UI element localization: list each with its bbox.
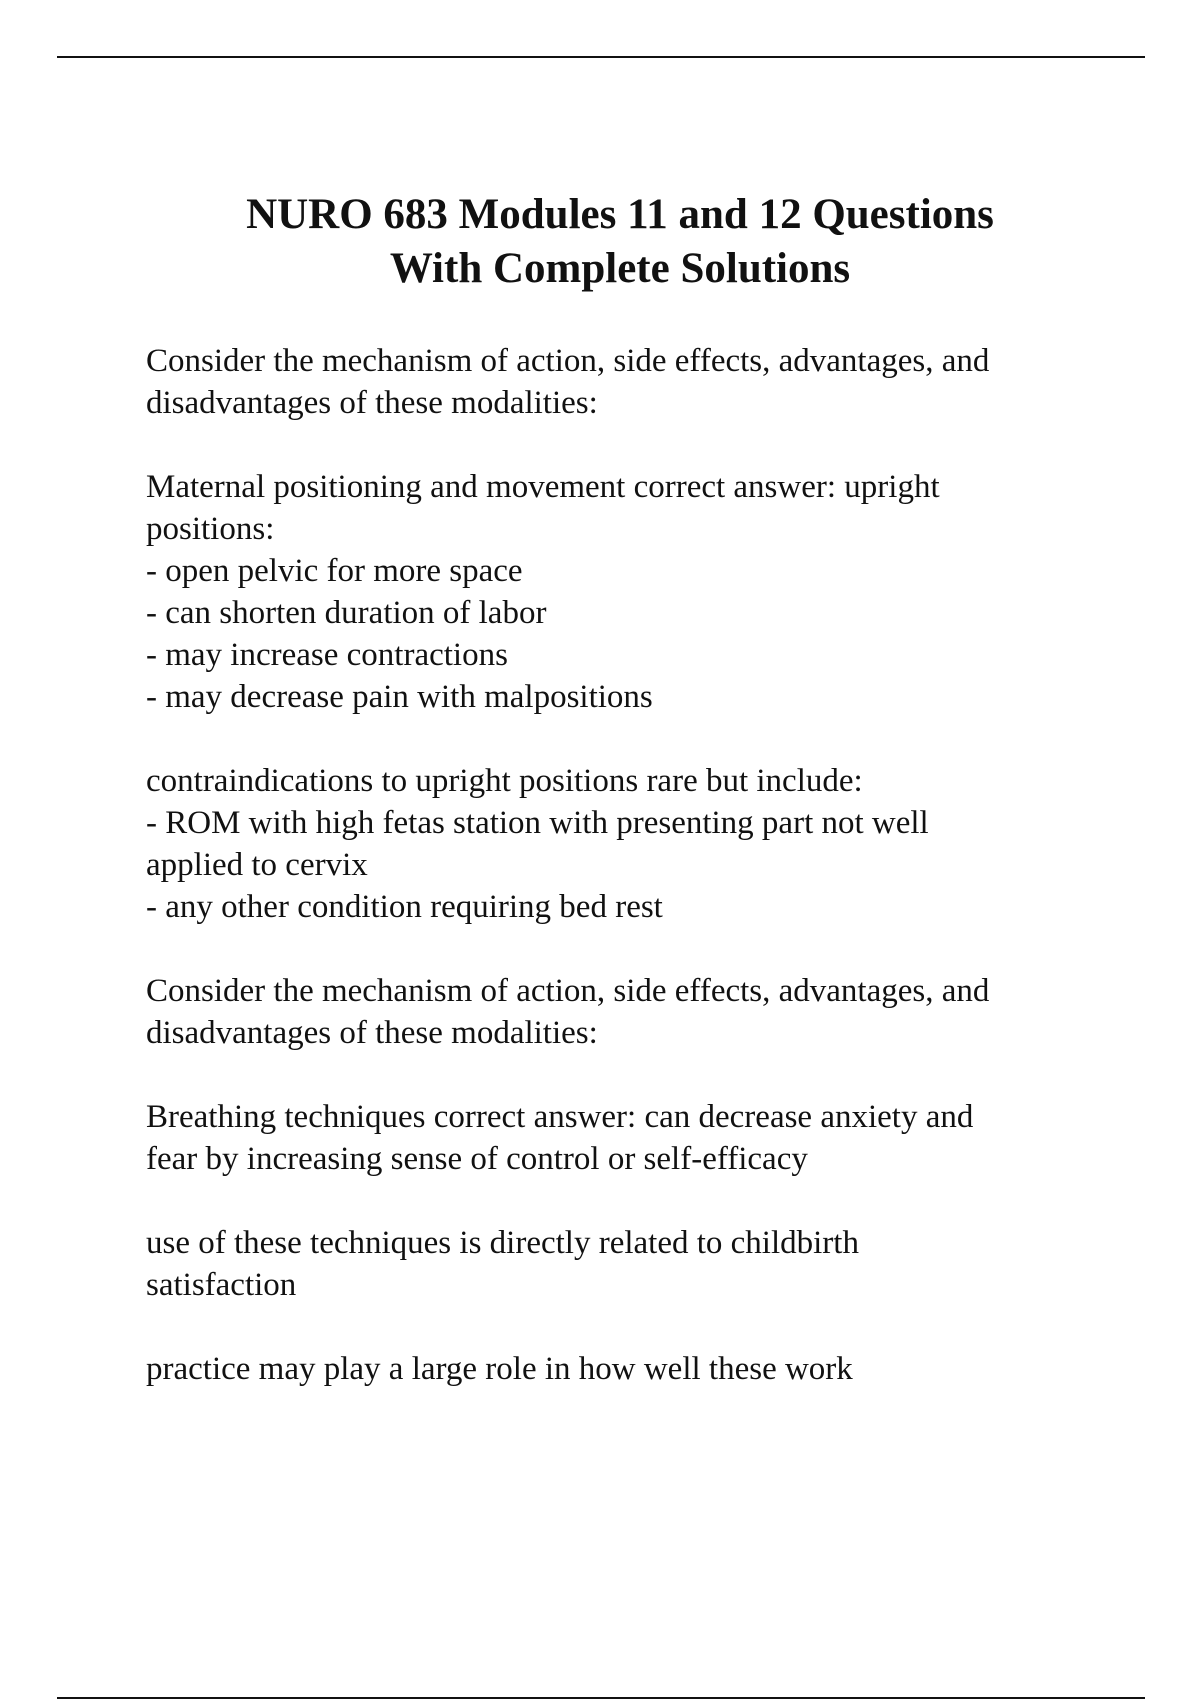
text-line: practice may play a large role in how well these work	[146, 1351, 853, 1387]
paragraph-breathing-techniques	[146, 1096, 1146, 1180]
paragraph-satisfaction	[146, 1222, 1146, 1306]
text-line: use of these techniques is directly related to childbirth	[146, 1225, 859, 1261]
text-line: Breathing techniques correct answer: can decrease anxiety and	[146, 1099, 974, 1135]
top-rule	[57, 56, 1145, 58]
paragraph-contraindications	[146, 760, 1146, 928]
text-line: Maternal positioning and movement correct answer: upright	[146, 469, 940, 505]
paragraph-intro-2	[146, 970, 1146, 1054]
list-item: - any other condition requiring bed rest	[146, 889, 663, 925]
list-item: - open pelvic for more space	[146, 553, 523, 589]
text-line: Consider the mechanism of action, side effects, advantages, and	[146, 343, 990, 379]
paragraph-maternal-positioning	[146, 466, 1146, 718]
text-line: applied to cervix	[146, 847, 368, 883]
text-line: contraindications to upright positions rare but include:	[146, 763, 863, 799]
list-item: - ROM with high fetas station with presenting part not well	[146, 805, 929, 841]
list-item: - may decrease pain with malpositions	[146, 679, 653, 715]
title-line: NURO 683 Modules 11 and 12 Questions	[246, 191, 994, 238]
document-body	[146, 340, 1146, 1432]
document-title	[100, 188, 1140, 296]
text-line: disadvantages of these modalities:	[146, 385, 598, 421]
text-line: Consider the mechanism of action, side effects, advantages, and	[146, 973, 990, 1009]
paragraph-intro-1	[146, 340, 1146, 424]
text-line: positions:	[146, 511, 275, 547]
list-item: - may increase contractions	[146, 637, 508, 673]
list-item: - can shorten duration of labor	[146, 595, 547, 631]
title-line: With Complete Solutions	[389, 245, 851, 292]
text-line: disadvantages of these modalities:	[146, 1015, 598, 1051]
bottom-rule	[57, 1697, 1145, 1699]
paragraph-practice	[146, 1348, 1146, 1390]
text-line: satisfaction	[146, 1267, 297, 1303]
text-line: fear by increasing sense of control or self-efficacy	[146, 1141, 808, 1177]
